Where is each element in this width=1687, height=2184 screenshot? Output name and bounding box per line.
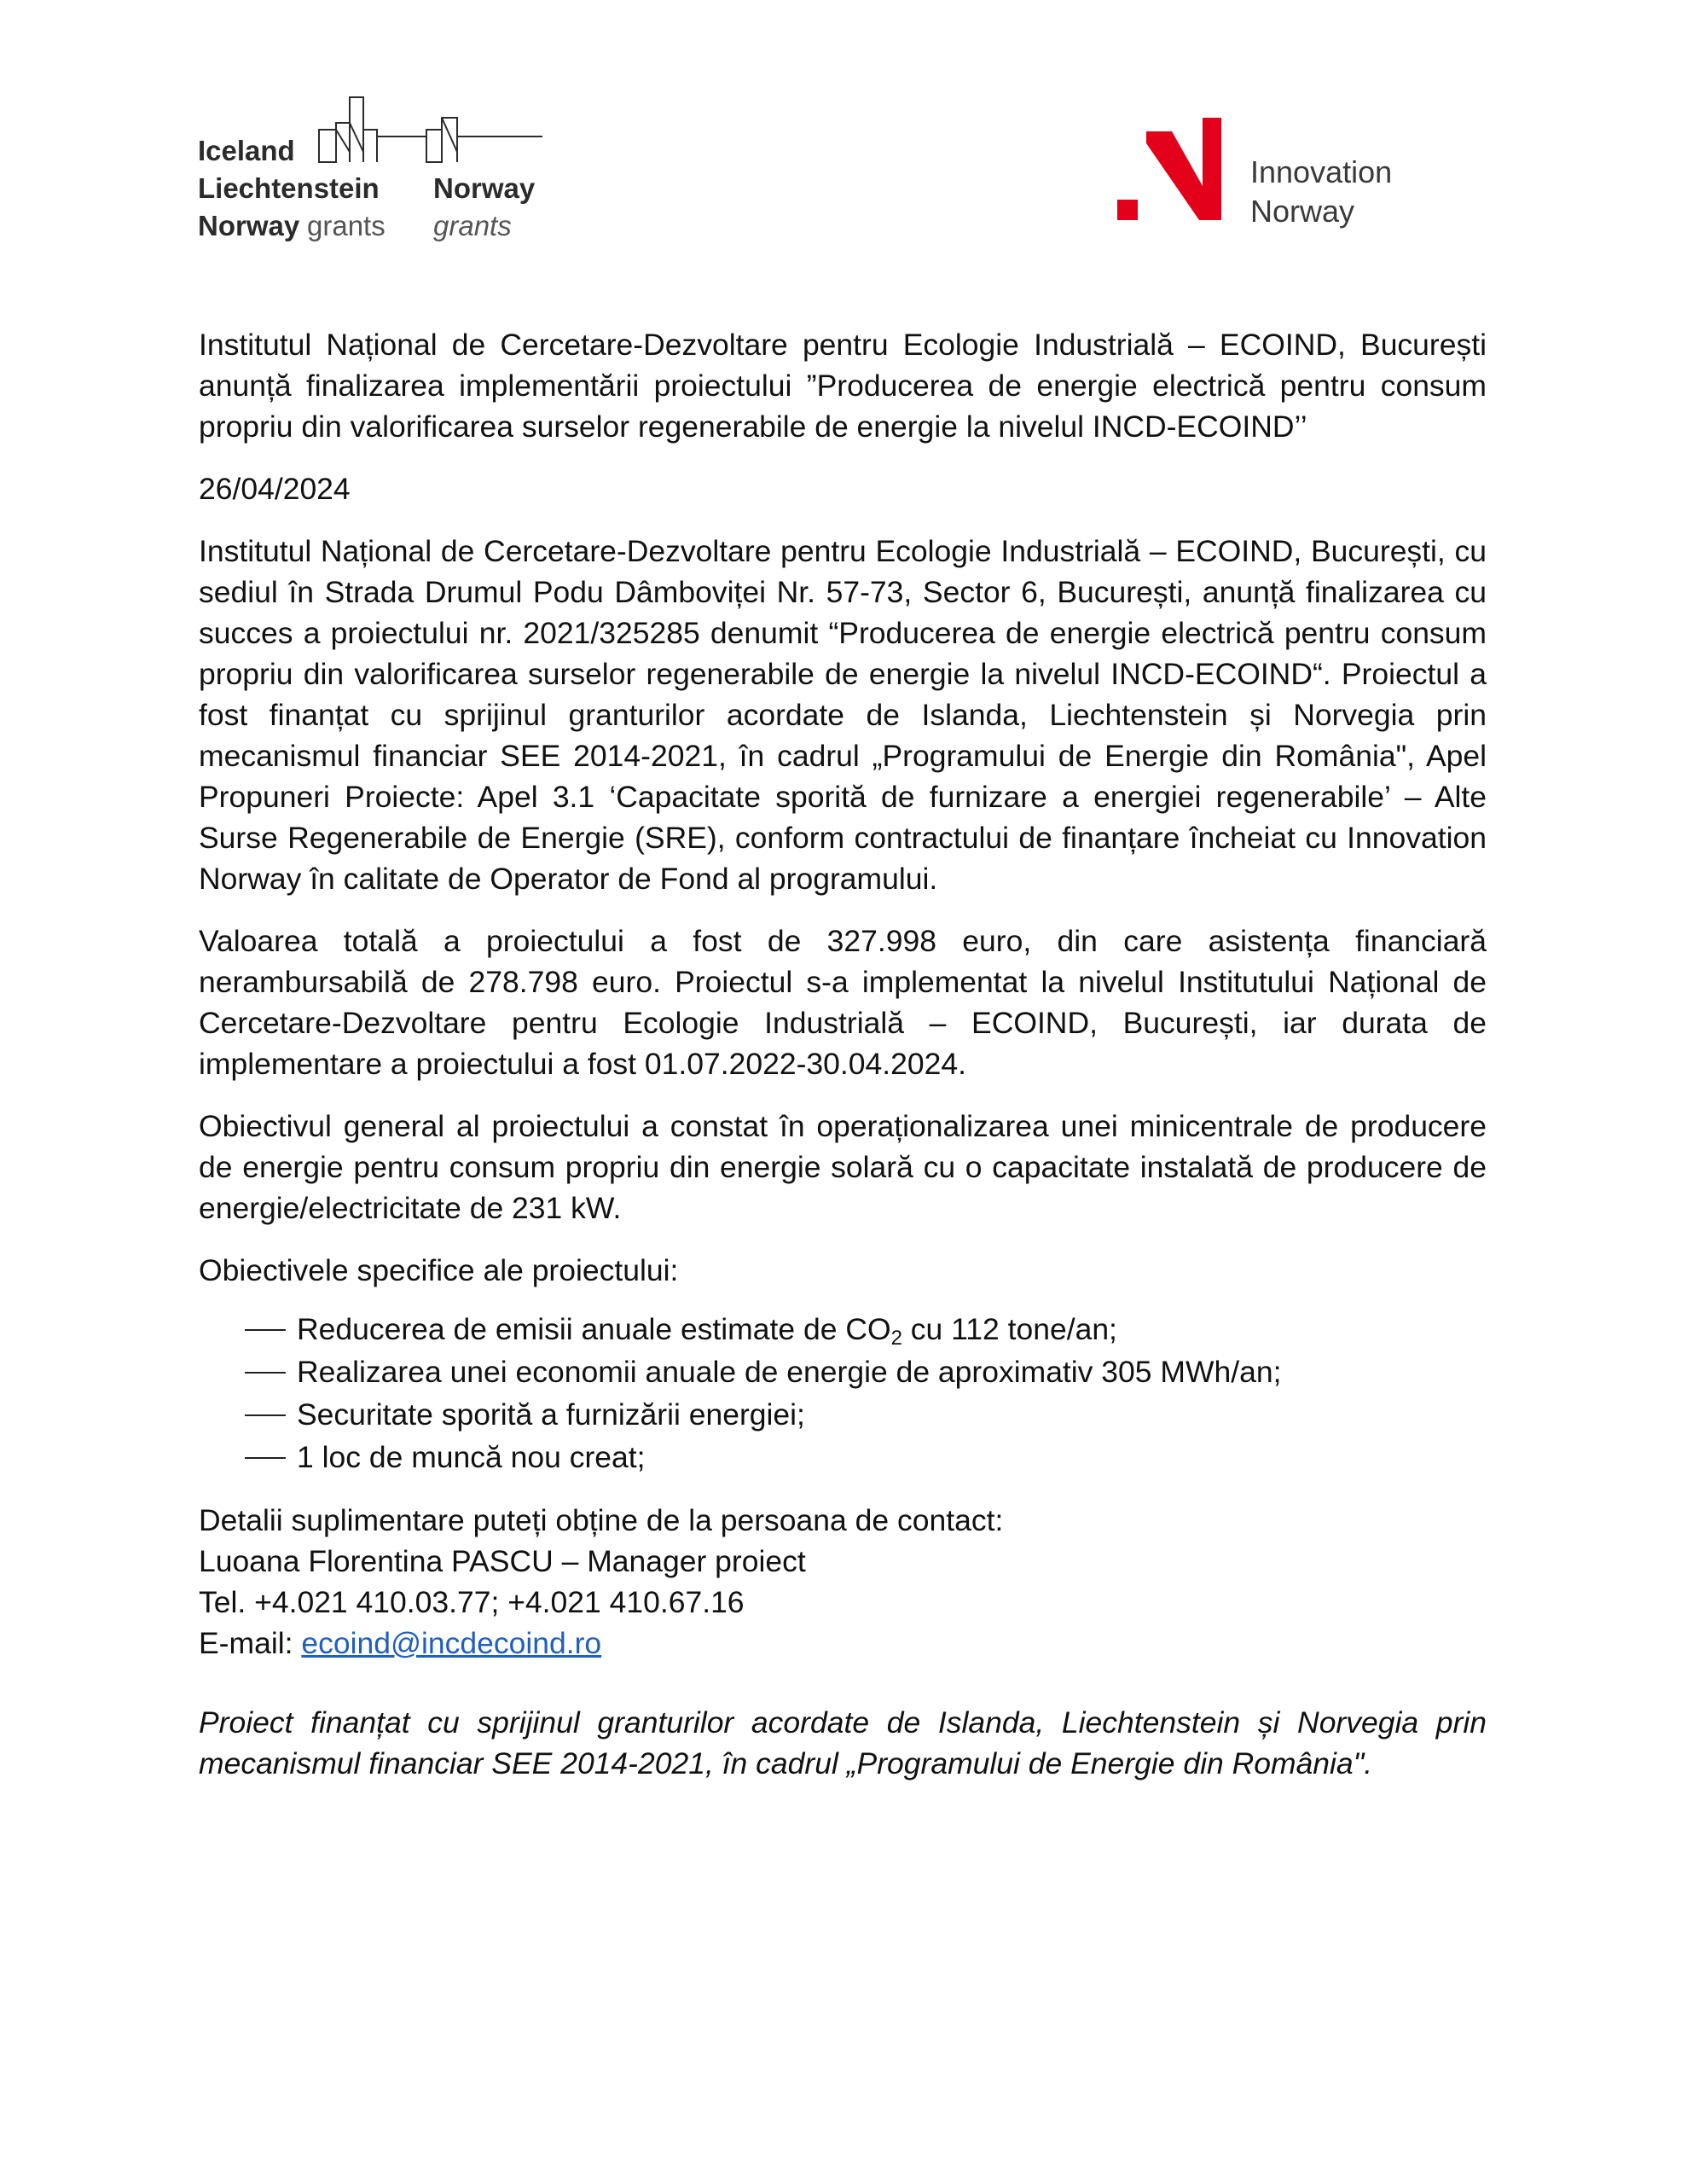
logo-line-grants: grants [307, 210, 386, 241]
list-item: Reducerea de emisii anuale estimate de $CO_2$ cu 112 tone/an; [199, 1308, 1487, 1350]
paragraph-project-value: Valoarea totală a proiectului a fost de 327.998 euro, din care asistența financiară nerambursabilă de 278.798 euro. Proiectul s-a implementat la nivelul Institutului Național de Cercetare-Dezvoltare pentru Ecologie Industrială – ECOIND, București, iar durata de implementare a proiectului a fost 01.07.2022-30.04.2024. [199, 924, 1487, 1081]
list-item: Securitate sporită a furnizării energiei; [199, 1393, 1487, 1436]
contact-intro: Detalii suplimentare puteți obține de la persoana de contact: [199, 1503, 1004, 1537]
logo-line-iceland: Iceland [198, 135, 295, 166]
dash-bullet-icon [245, 1414, 286, 1416]
contact-email-line [199, 1623, 1487, 1664]
logo-line-norway: Norway [433, 172, 536, 204]
headline: Institutul Național de Cercetare-Dezvoltare pentru Ecologie Industrială – ECOIND, București anunță finalizarea implementării proiectului ”Producerea de energie electrică pentru consum propriu din valorificarea surselor regenerabile de energie la nivelul INCD-ECOIND’’ [199, 328, 1487, 444]
contact-phone: Tel. +4.021 410.03.77; +4.021 410.67.16 [199, 1585, 745, 1619]
eea-norway-grants-logo [198, 92, 556, 246]
paragraph-announcement: Institutul Național de Cercetare-Dezvoltare pentru Ecologie Industrială – ECOIND, București, cu sediul în Strada Drumul Podu Dâmboviței Nr. 57-73, Sector 6, București, anunță finalizarea cu succes a proiectului nr. 2021/325285 denumit “Producerea de energie electrică pentru consum propriu din valorificarea surselor regenerabile de energie la nivelul INCD-ECOIND“. Proiectul a fost finanțat cu sprijinul granturilor acordate de Islanda, Liechtenstein și Norvegia prin mecanismul financiar SEE 2014-2021, în cadrul „Programului de Energie din România", Apel Propuneri Proiecte: Apel 3.1 ‘Capacitate sporită de furnizare a energiei regenerabile’ – Alte Surse Regenerabile de Energie (SRE), conform contractului de finanțare încheiat cu Innovation Norway în calitate de Operator de Fond al programului. [199, 534, 1487, 896]
contact-block [199, 1500, 1487, 1664]
innovation-norway-line1: Innovation [1250, 154, 1393, 189]
objectives-heading: Obiectivele specifice ale proiectului: [199, 1253, 679, 1287]
funding-note: Proiect finanțat cu sprijinul granturilor acordate de Islanda, Liechtenstein și Norvegia prin mecanismul financiar SEE 2014-2021, în cadrul „Programului de Energie din România". [199, 1705, 1487, 1780]
logo-line-norway-bold: Norway [198, 210, 300, 241]
innovation-norway-line2: Norway [1250, 194, 1355, 229]
publication-date: 26/04/2024 [199, 472, 351, 506]
innovation-norway-mark-icon [1117, 118, 1245, 229]
email-label: E-mail: [199, 1626, 302, 1660]
logo-line-liechtenstein: Liechtenstein [198, 172, 380, 204]
logo-line-grants-right: grants [433, 210, 512, 241]
email-link[interactable]: ecoind@incdecoind.ro [301, 1626, 602, 1660]
paragraph-general-objective: Obiectivul general al proiectului a constat în operaționalizarea unei minicentrale de producere de energie pentru consum propriu din energie solară cu o capacitate instalată de producere de energie/electricitate de 231 kW. [199, 1109, 1487, 1225]
innovation-norway-logo [1117, 118, 1458, 237]
objectives-list [199, 1308, 1487, 1478]
dash-bullet-icon [245, 1457, 286, 1459]
contact-person: Luoana Florentina PASCU – Manager proiect [199, 1544, 806, 1578]
dash-bullet-icon [245, 1372, 286, 1374]
list-item: Realizarea unei economii anuale de energie de aproximativ 305 MWh/an; [199, 1350, 1487, 1393]
list-item: 1 loc de muncă nou creat; [199, 1436, 1487, 1478]
dash-bullet-icon [245, 1329, 286, 1331]
document-body [199, 324, 1487, 1805]
